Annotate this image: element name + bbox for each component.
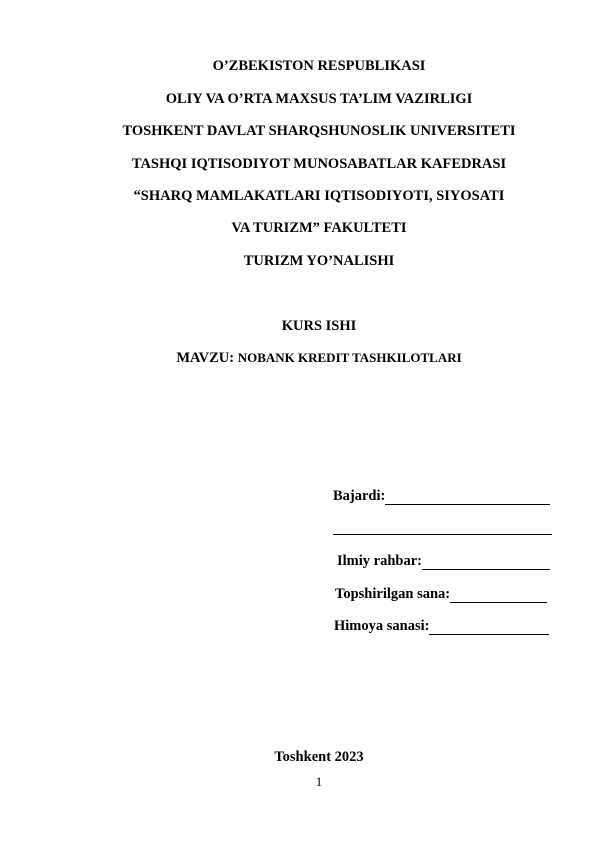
header-direction: TURIZM YO’NALISHI (243, 253, 395, 269)
topshirilgan-sana-blank-line (450, 587, 547, 603)
himoya-sanasi-label: Himoya sanasi: (334, 618, 430, 634)
bajardi-field (333, 487, 550, 505)
topshirilgan-sana-field (335, 585, 547, 603)
bajardi-label: Bajardi: (333, 488, 386, 504)
himoya-sanasi-blank-line (429, 619, 549, 635)
header-university: TOSHKENT DAVLAT SHARQSHUNOSLIK UNIVERSITETI (122, 123, 516, 139)
city-year: Toshkent 2023 (274, 749, 364, 765)
ilmiy-rahbar-field (337, 552, 550, 570)
ilmiy-rahbar-blank-line (422, 554, 550, 570)
header-faculty-line1: “SHARQ MAMLAKATLARI IQTISODIYOTI, SIYOSATI (133, 188, 505, 204)
extra-blank-field (333, 519, 552, 535)
page-number: 1 (315, 774, 323, 789)
bajardi-blank-line (385, 489, 550, 505)
topshirilgan-sana-label: Topshirilgan sana: (335, 586, 451, 602)
header-country: O’ZBEKISTON RESPUBLIKASI (212, 58, 426, 74)
header-department: TASHQI IQTISODIYOT MUNOSABATLAR KAFEDRASI (131, 156, 507, 172)
header-faculty-line2: VA TURIZM” FAKULTETI (231, 220, 407, 236)
topic-value: NOBANK KREDIT TASHKILOTLARI (237, 350, 462, 365)
ilmiy-rahbar-label: Ilmiy rahbar: (337, 553, 422, 569)
header-ministry: OLIY VA O’RTA MAXSUS TA’LIM VAZIRLIGI (165, 91, 473, 107)
himoya-sanasi-field (334, 617, 549, 635)
topic-label: MAVZU: (176, 350, 238, 366)
topic-line (0, 349, 596, 367)
work-type-title: KURS ISHI (281, 318, 357, 334)
extra-blank-line (333, 519, 552, 535)
